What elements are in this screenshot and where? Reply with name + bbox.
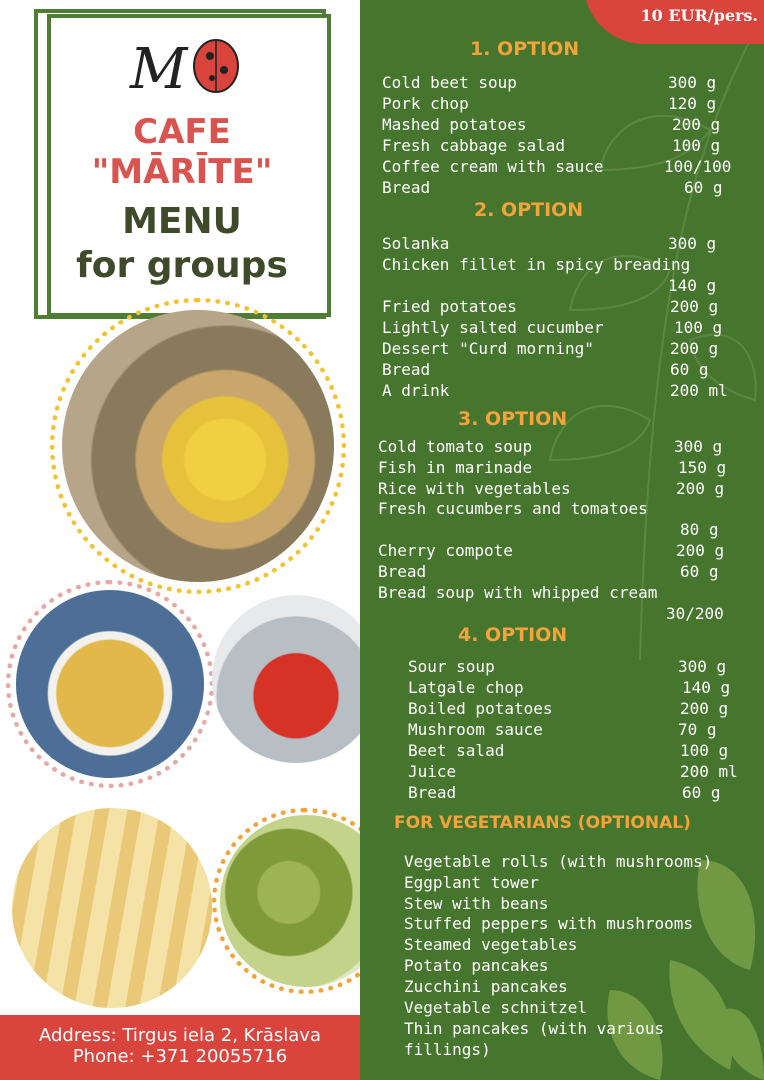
menu-item: Bread 60 g — [382, 178, 723, 197]
potato-pancake-photo — [16, 590, 204, 778]
option4-heading: 4. OPTION — [458, 624, 568, 646]
menu-panel — [360, 0, 764, 1080]
menu-item: Pork chop 120 g — [382, 94, 717, 113]
vegetarian-item: Thin pancakes (with various — [404, 1019, 665, 1038]
vegetarian-item: Stuffed peppers with mushrooms — [404, 914, 693, 933]
menu-item: Rice with vegetables 200 g — [378, 479, 725, 498]
menu-item: Cold tomato soup 300 g — [378, 437, 723, 456]
menu-item: Bread 60 g — [382, 360, 709, 379]
menu-title — [48, 200, 316, 288]
cafe-name-line2: "MĀRĪTE" — [91, 152, 273, 192]
menu-item: Fried potatoes 200 g — [382, 297, 719, 316]
vegetarian-item: Vegetable rolls (with mushrooms) — [404, 852, 713, 871]
menu-item: Mushroom sauce 70 g — [408, 720, 717, 739]
menu-item: Solanka 300 g — [382, 234, 717, 253]
menu-item: Bread 60 g — [378, 562, 719, 581]
vegetarian-item: fillings) — [404, 1040, 491, 1059]
vegetarian-item: Stew with beans — [404, 894, 549, 913]
cafe-name-line1: CAFE — [133, 112, 231, 152]
menu-item: Dessert "Curd morning" 200 g — [382, 339, 719, 358]
menu-item: Beet salad 100 g — [408, 741, 729, 760]
menu-item: Juice 200 ml — [408, 762, 738, 781]
vegetarian-item: Steamed vegetables — [404, 935, 578, 954]
vegetarian-heading: FOR VEGETARIANS (OPTIONAL) — [394, 813, 691, 833]
option1-heading: 1. OPTION — [470, 38, 580, 60]
left-panel — [0, 0, 360, 1080]
menu-item: Chicken fillet in spicy breading — [382, 255, 691, 274]
menu-item: Coffee cream with sauce 100/100 — [382, 157, 732, 176]
option2-heading: 2. OPTION — [474, 199, 584, 221]
menu-item: Boiled potatoes 200 g — [408, 699, 729, 718]
option3-heading: 3. OPTION — [458, 408, 568, 430]
vegetarian-item: Potato pancakes — [404, 956, 549, 975]
menu-item: Sour soup 300 g — [408, 657, 727, 676]
address-text: Address: Tirgus iela 2, Krāslava — [39, 1025, 321, 1046]
menu-item-qty: 80 g — [680, 520, 719, 539]
vegetarian-item: Eggplant tower — [404, 873, 539, 892]
menu-item: A drink 200 ml — [382, 381, 728, 400]
menu-item: Cold beet soup 300 g — [382, 73, 717, 92]
phone-text: Phone: +371 20055716 — [72, 1046, 288, 1067]
vegetarian-item: Zucchini pancakes — [404, 977, 568, 996]
menu-item: Fresh cucumbers and tomatoes — [378, 499, 648, 518]
menu-item-qty: 30/200 — [666, 604, 724, 623]
menu-item: Latgale chop 140 g — [408, 678, 731, 697]
strawberry-dessert-photo — [212, 595, 360, 763]
menu-item: Lightly salted cucumber 100 g — [382, 318, 723, 337]
menu-item: Bread soup with whipped cream — [378, 583, 658, 602]
price-label: 10 EUR/pers. — [640, 6, 758, 25]
menu-item: Cherry compote 200 g — [378, 541, 725, 560]
menu-item: Fish in marinade 150 g — [378, 458, 727, 477]
menu-item: Fresh cabbage salad 100 g — [382, 136, 721, 155]
cafe-name — [48, 112, 316, 192]
address-bar — [0, 1015, 360, 1080]
menu-title-line2: for groups — [76, 245, 288, 286]
menu-item: Bread 60 g — [408, 783, 721, 802]
menu-item: Mashed potatoes 200 g — [382, 115, 721, 134]
menu-item-qty: 140 g — [668, 276, 717, 295]
mushroom-potatoes-photo — [62, 310, 334, 582]
vegetarian-item: Vegetable schnitzel — [404, 998, 588, 1017]
stuffed-pancakes-photo — [12, 808, 212, 1008]
logo-letter: M — [130, 37, 188, 102]
menu-title-line1: MENU — [122, 201, 242, 242]
cafe-logo — [128, 26, 248, 106]
